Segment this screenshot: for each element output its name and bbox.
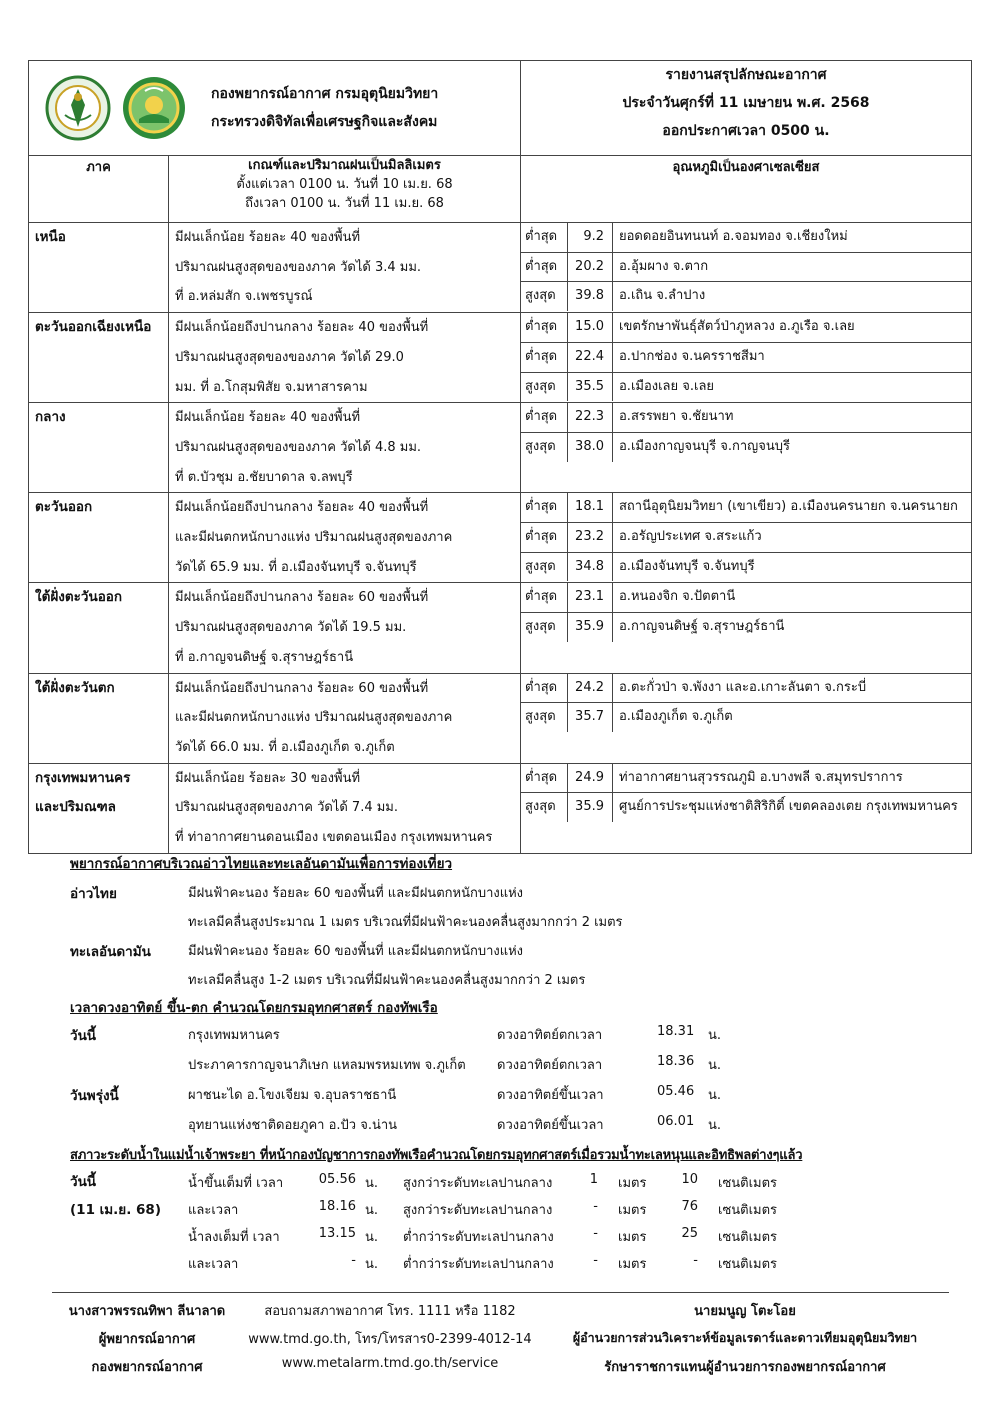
tide-centimeters-unit: เซนติเมตร	[718, 1176, 778, 1191]
temp-place: ยอดดอยอินทนนท์ อ.จอมทอง จ.เชียงใหม่	[613, 223, 972, 252]
tide-meters: 1	[589, 1172, 598, 1187]
rain-text-line: มีฝนเล็กน้อยถึงปานกลาง ร้อยละ 40 ของพื้นที่	[175, 500, 429, 516]
sun-time: 06.01	[657, 1114, 695, 1129]
temp-value: 38.0	[568, 432, 613, 461]
region-row	[29, 403, 972, 493]
sun-event: ดวงอาทิตย์ขึ้นเวลา	[497, 1088, 604, 1103]
contact-phone: สอบถามสภาพอากาศ โทร. 1111 หรือ 1182	[264, 1304, 516, 1319]
temp-place: เขตรักษาพันธุ์สัตว์ป่าภูหลวง อ.ภูเรือ จ.เลย	[613, 313, 972, 342]
tide-description: สูงกว่าระดับทะเลปานกลาง	[403, 1176, 553, 1191]
temp-row	[521, 793, 971, 822]
report-title-block	[521, 61, 972, 156]
rain-text-line: มีฝนเล็กน้อยถึงปานกลาง ร้อยละ 40 ของพื้นที่	[175, 320, 429, 336]
temp-kind: ต่ำสุด	[521, 313, 568, 342]
ministry-digital-economy-emblem-icon	[45, 75, 111, 141]
temp-kind: สูงสุด	[521, 552, 568, 581]
org-header	[29, 61, 521, 156]
temp-value: 39.8	[568, 282, 613, 311]
temp-value: 35.7	[568, 703, 613, 732]
tide-time: 18.16	[318, 1199, 356, 1214]
tide-meters: -	[593, 1199, 598, 1214]
org-line-1: กองพยากรณ์อากาศ กรมอุตุนิยมวิทยา	[211, 86, 439, 102]
col-rain-header	[169, 156, 521, 223]
temp-value: 34.8	[568, 552, 613, 581]
tide-description: สูงกว่าระดับทะเลปานกลาง	[403, 1203, 553, 1218]
tide-meters: -	[593, 1253, 598, 1268]
region-rain-cell	[169, 763, 521, 853]
region-name-cell	[29, 493, 169, 583]
gulf-line-1: มีฝนฟ้าคะนอง ร้อยละ 60 ของพื้นที่ และมีฝนตกหนักบางแห่ง	[188, 886, 524, 901]
temp-place: อ.เมืองกาญจนบุรี จ.กาญจนบุรี	[619, 438, 790, 454]
temp-kind: สูงสุด	[521, 703, 568, 732]
rain-text-line: มีฝนเล็กน้อย ร้อยละ 40 ของพื้นที่	[175, 230, 361, 245]
region-rain-cell	[169, 493, 521, 583]
col-region-header: ภาค	[29, 156, 169, 223]
region-rain-cell	[169, 673, 521, 763]
temp-table	[521, 223, 971, 311]
director-name: นายมนูญ โตะโอย	[694, 1304, 796, 1319]
temp-place: ท่าอากาศยานสุวรรณภูมิ อ.บางพลี จ.สมุทรปราการ	[613, 764, 972, 793]
tide-meters-unit: เมตร	[618, 1203, 647, 1218]
gulf-label: อ่าวไทย	[70, 886, 117, 902]
region-row	[29, 673, 972, 763]
tide-time: 05.56	[318, 1172, 356, 1187]
report-header-row	[29, 61, 972, 156]
temp-kind: ต่ำสุด	[521, 252, 568, 282]
contact-website-link[interactable]: www.tmd.go.th, โทร/โทรสาร0-2399-4012-14	[248, 1332, 532, 1347]
andaman-label: ทะเลอันดามัน	[70, 944, 151, 960]
col-rain-title: เกณฑ์และปริมาณฝนเป็นมิลลิเมตร	[248, 158, 441, 173]
temp-value: 23.2	[568, 523, 613, 553]
region-temp-cell	[521, 403, 972, 493]
rain-text-line: มม. ที่ อ.โกสุมพิสัย จ.มหาสารคาม	[175, 379, 368, 395]
tide-description: ต่ำกว่าระดับทะเลปานกลาง	[403, 1257, 554, 1272]
rain-text-line: ปริมาณฝนสูงสุดของของภาค วัดได้ 3.4 มม.	[175, 259, 422, 275]
temp-value: 9.2	[568, 223, 613, 252]
rain-text-line: ปริมาณฝนสูงสุดของของภาค วัดได้ 4.8 มม.	[175, 439, 422, 455]
region-name: เหนือ	[35, 229, 66, 245]
temp-kind: ต่ำสุด	[521, 674, 568, 703]
temp-value: 35.5	[568, 372, 613, 401]
temp-kind: ต่ำสุด	[521, 342, 568, 372]
region-row	[29, 223, 972, 313]
temp-row	[521, 342, 971, 372]
temp-row	[521, 552, 971, 581]
sun-unit: น.	[708, 1118, 722, 1133]
tide-time: -	[351, 1253, 356, 1268]
temp-row	[521, 313, 971, 342]
sun-event: ดวงอาทิตย์ขึ้นเวลา	[497, 1118, 604, 1133]
rain-text-line: ที่ ต.บัวชุม อ.ชัยบาดาล จ.ลพบุรี	[175, 469, 353, 485]
sun-time: 18.31	[657, 1024, 695, 1039]
temp-table	[521, 583, 971, 641]
sun-unit: น.	[708, 1058, 722, 1073]
region-name-cell	[29, 223, 169, 313]
director-acting: รักษาราชการแทนผู้อำนวยการกองพยากรณ์อากาศ	[604, 1360, 886, 1375]
region-temp-cell	[521, 313, 972, 403]
temp-kind: ต่ำสุด	[521, 403, 568, 432]
meteorological-department-emblem-icon	[121, 75, 187, 141]
sun-place: กรุงเทพมหานคร	[188, 1028, 280, 1043]
forecaster-role: ผู้พยากรณ์อากาศ	[98, 1332, 196, 1347]
forecaster-name: นางสาวพรรณทิพา ลีนาลาด	[68, 1304, 226, 1319]
tide-centimeters-unit: เซนติเมตร	[718, 1203, 778, 1218]
tide-meters-unit: เมตร	[618, 1230, 647, 1245]
sun-unit: น.	[708, 1088, 722, 1103]
tide-centimeters-unit: เซนติเมตร	[718, 1257, 778, 1272]
director-role: ผู้อำนวยการส่วนวิเคราะห์ข้อมูลเรดาร์และดาวเทียมอุตุนิยมวิทยา	[572, 1330, 918, 1345]
region-name: กลาง	[35, 409, 66, 426]
temp-table	[521, 313, 971, 401]
rain-text-line: ที่ ท่าอากาศยานดอนเมือง เขตดอนเมือง กรุงเทพมหานคร	[175, 830, 493, 846]
temp-place: อ.ตะกั่วป่า จ.พังงา และอ.เกาะลันตา จ.กระบี่	[613, 674, 972, 703]
temp-value: 18.1	[568, 493, 613, 522]
region-name-line-2: และปริมณฑล	[35, 799, 116, 816]
sun-title: เวลาดวงอาทิตย์ ขึ้น-ตก คำนวณโดยกรมอุทกศาสตร์ กองทัพเรือ	[70, 1000, 438, 1016]
tide-label: น้ำลงเต็มที่ เวลา	[188, 1230, 280, 1245]
temp-place: อ.เมืองจันทบุรี จ.จันทบุรี	[619, 558, 755, 574]
temp-place: ศูนย์การประชุมแห่งชาติสิริกิติ์ เขตคลองเตย กรุงเทพมหานคร	[619, 799, 958, 815]
temp-row	[521, 493, 971, 522]
rain-text-line: มีฝนเล็กน้อย ร้อยละ 30 ของพื้นที่	[175, 770, 361, 786]
region-rain-cell	[169, 403, 521, 493]
tide-centimeters: 25	[681, 1226, 698, 1241]
region-row	[29, 583, 972, 673]
temp-kind: สูงสุด	[521, 613, 568, 642]
tide-meters: -	[593, 1226, 598, 1241]
temp-kind: สูงสุด	[521, 793, 568, 822]
region-name: ตะวันออก	[35, 499, 93, 516]
rain-text-line: มีฝนเล็กน้อย ร้อยละ 40 ของพื้นที่	[175, 410, 361, 426]
forecaster-dept: กองพยากรณ์อากาศ	[91, 1360, 203, 1375]
temp-value: 22.3	[568, 403, 613, 432]
temp-kind: ต่ำสุด	[521, 493, 568, 522]
temp-row	[521, 252, 971, 282]
report-time: ออกประกาศเวลา 0500 น.	[662, 123, 830, 139]
region-name-cell	[29, 763, 169, 853]
rain-text-line: มีฝนเล็กน้อยถึงปานกลาง ร้อยละ 60 ของพื้นที่	[175, 590, 429, 606]
rain-text-line: ที่ อ.กาญจนดิษฐ์ จ.สุราษฎร์ธานี	[175, 649, 354, 665]
col-rain-from: ตั้งแต่เวลา 0100 น. วันที่ 10 เม.ย. 68	[236, 177, 453, 192]
temp-place: อ.เมืองภูเก็ต จ.ภูเก็ต	[619, 709, 733, 725]
sun-tomorrow-label: วันพรุ่งนี้	[70, 1088, 119, 1104]
temp-value: 35.9	[568, 613, 613, 642]
temp-row	[521, 403, 971, 432]
rain-text-line: ปริมาณฝนสูงสุดของของภาค วัดได้ 29.0	[175, 349, 404, 365]
temp-place: อ.เมืองเลย จ.เลย	[619, 378, 715, 394]
tide-unit: น.	[365, 1176, 379, 1191]
temp-value: 20.2	[568, 252, 613, 282]
temp-table	[521, 674, 971, 732]
tide-label: น้ำขึ้นเต็มที่ เวลา	[188, 1176, 284, 1191]
rain-text-line: วัดได้ 65.9 มม. ที่ อ.เมืองจันทบุรี จ.จันทบุรี	[175, 559, 417, 575]
weather-summary-table	[28, 60, 972, 854]
andaman-line-2: ทะเลมีคลื่นสูง 1-2 เมตร บริเวณที่มีฝนฟ้าคะนองคลื่นสูงมากกว่า 2 เมตร	[188, 973, 586, 988]
tide-label: และเวลา	[188, 1203, 239, 1218]
tide-today-label: วันนี้	[70, 1174, 97, 1190]
temp-value: 24.2	[568, 674, 613, 703]
temp-place: สถานีอุตุนิยมวิทยา (เขาเขียว) อ.เมืองนครนายก จ.นครนายก	[613, 493, 972, 522]
gulf-line-2: ทะเลมีคลื่นสูงประมาณ 1 เมตร บริเวณที่มีฝนฟ้าคะนองคลื่นสูงมากกว่า 2 เมตร	[188, 915, 623, 930]
region-row	[29, 763, 972, 853]
temp-place: อ.อรัญประเทศ จ.สระแก้ว	[613, 523, 972, 553]
temp-place: อ.อุ้มผาง จ.ตาก	[613, 252, 972, 282]
rain-text-line: ปริมาณฝนสูงสุดของภาค วัดได้ 19.5 มม.	[175, 620, 407, 636]
column-header-row	[29, 156, 972, 223]
region-temp-cell	[521, 673, 972, 763]
tide-centimeters: 10	[681, 1172, 698, 1187]
region-row	[29, 493, 972, 583]
col-temp-header: อุณหภูมิเป็นองศาเซลเซียส	[521, 156, 972, 223]
sun-place: ผาชนะได อ.โขงเจียม จ.อุบลราชธานี	[188, 1088, 397, 1103]
tide-unit: น.	[365, 1230, 379, 1245]
region-rain-cell	[169, 313, 521, 403]
tide-centimeters: 76	[681, 1199, 698, 1214]
temp-table	[521, 403, 971, 461]
tide-centimeters: -	[693, 1253, 698, 1268]
temp-place: อ.หนองจิก จ.ปัตตานี	[613, 583, 972, 612]
region-temp-cell	[521, 223, 972, 313]
temp-table	[521, 764, 971, 822]
report-page	[28, 60, 971, 854]
region-name-cell	[29, 583, 169, 673]
temp-place: อ.เถิน จ.ลำปาง	[619, 288, 706, 304]
contact-service-link[interactable]: www.metalarm.tmd.go.th/service	[281, 1356, 499, 1371]
temp-value: 22.4	[568, 342, 613, 372]
region-temp-cell	[521, 763, 972, 853]
region-name: กรุงเทพมหานคร	[35, 769, 131, 786]
temp-row	[521, 282, 971, 311]
region-rain-cell	[169, 583, 521, 673]
sun-place: อุทยานแห่งชาติดอยภูคา อ.ปัว จ.น่าน	[188, 1118, 398, 1133]
tide-title: สภาวะระดับน้ำในแม่น้ำเจ้าพระยา ที่หน้ากองบัญชาการกองทัพเรือคำนวณโดยกรมอุทกศาสตร์เมื่อรวมน้ำทะเลหนุนและอิทธิพลต่างๆแล้ว	[70, 1148, 803, 1163]
temp-row	[521, 613, 971, 642]
tide-centimeters-unit: เซนติเมตร	[718, 1230, 778, 1245]
temp-kind: สูงสุด	[521, 372, 568, 401]
temp-kind: ต่ำสุด	[521, 764, 568, 793]
temp-place: อ.สรรพยา จ.ชัยนาท	[613, 403, 972, 432]
tide-unit: น.	[365, 1257, 379, 1272]
temp-row	[521, 432, 971, 461]
region-name-cell	[29, 313, 169, 403]
region-name: ใต้ฝั่งตะวันออก	[35, 589, 123, 606]
tide-time: 13.15	[318, 1226, 356, 1241]
col-rain-to: ถึงเวลา 0100 น. วันที่ 11 เม.ย. 68	[245, 196, 444, 211]
temp-value: 24.9	[568, 764, 613, 793]
org-line-2: กระทรวงดิจิทัลเพื่อเศรษฐกิจและสังคม	[211, 114, 438, 130]
region-name-cell	[29, 403, 169, 493]
andaman-line-1: มีฝนฟ้าคะนอง ร้อยละ 60 ของพื้นที่ และมีฝนตกหนักบางแห่ง	[188, 944, 524, 959]
region-name-cell	[29, 673, 169, 763]
tide-meters-unit: เมตร	[618, 1257, 647, 1272]
temp-kind: ต่ำสุด	[521, 583, 568, 612]
report-title: รายงานสรุปลักษณะอากาศ	[665, 67, 827, 83]
tide-description: ต่ำกว่าระดับทะเลปานกลาง	[403, 1230, 554, 1245]
temp-place: อ.กาญจนดิษฐ์ จ.สุราษฎร์ธานี	[619, 619, 785, 635]
sun-today-label: วันนี้	[70, 1028, 97, 1044]
rain-text-line: วัดได้ 66.0 มม. ที่ อ.เมืองภูเก็ต จ.ภูเก็ต	[175, 739, 395, 755]
region-rain-cell	[169, 223, 521, 313]
rain-text-line: มีฝนเล็กน้อยถึงปานกลาง ร้อยละ 60 ของพื้นที่	[175, 680, 429, 696]
temp-kind: ต่ำสุด	[521, 523, 568, 553]
sun-event: ดวงอาทิตย์ตกเวลา	[497, 1058, 603, 1073]
sun-place: ประภาคารกาญจนาภิเษก แหลมพรหมเทพ จ.ภูเก็ต	[188, 1058, 466, 1073]
rain-text-line: และมีฝนตกหนักบางแห่ง ปริมาณฝนสูงสุดของภาค	[175, 530, 453, 546]
report-date: ประจำวันศุกร์ที่ 11 เมษายน พ.ศ. 2568	[622, 95, 870, 111]
tide-meters-unit: เมตร	[618, 1176, 647, 1191]
temp-kind: สูงสุด	[521, 432, 568, 461]
temp-row	[521, 764, 971, 793]
sun-time: 05.46	[657, 1084, 695, 1099]
temp-kind: ต่ำสุด	[521, 223, 568, 252]
temp-place: อ.ปากช่อง จ.นครราชสีมา	[613, 342, 972, 372]
temp-value: 15.0	[568, 313, 613, 342]
temp-row	[521, 372, 971, 401]
region-name: ใต้ฝั่งตะวันตก	[35, 679, 115, 696]
temp-row	[521, 703, 971, 732]
tourism-title: พยากรณ์อากาศบริเวณอ่าวไทยและทะเลอันดามันเพื่อการท่องเที่ยว	[70, 856, 453, 872]
rain-text-line: ที่ อ.หล่มสัก จ.เพชรบูรณ์	[175, 289, 313, 305]
temp-row	[521, 523, 971, 553]
footer-divider	[52, 1292, 949, 1293]
temp-value: 35.9	[568, 793, 613, 822]
rain-text-line: และมีฝนตกหนักบางแห่ง ปริมาณฝนสูงสุดของภาค	[175, 710, 453, 726]
temp-table	[521, 493, 971, 581]
region-name: ตะวันออกเฉียงเหนือ	[35, 319, 152, 336]
sun-event: ดวงอาทิตย์ตกเวลา	[497, 1028, 603, 1043]
tide-date-label: (11 เม.ย. 68)	[70, 1202, 161, 1218]
region-row	[29, 313, 972, 403]
sun-time: 18.36	[657, 1054, 695, 1069]
temp-row	[521, 674, 971, 703]
temp-row	[521, 583, 971, 612]
rain-text-line: ปริมาณฝนสูงสุดของภาค วัดได้ 7.4 มม.	[175, 800, 398, 816]
region-temp-cell	[521, 583, 972, 673]
temp-row	[521, 223, 971, 252]
region-temp-cell	[521, 493, 972, 583]
tide-label: และเวลา	[188, 1257, 239, 1272]
temp-kind: สูงสุด	[521, 282, 568, 311]
temp-value: 23.1	[568, 583, 613, 612]
sun-unit: น.	[708, 1028, 722, 1043]
tide-unit: น.	[365, 1203, 379, 1218]
